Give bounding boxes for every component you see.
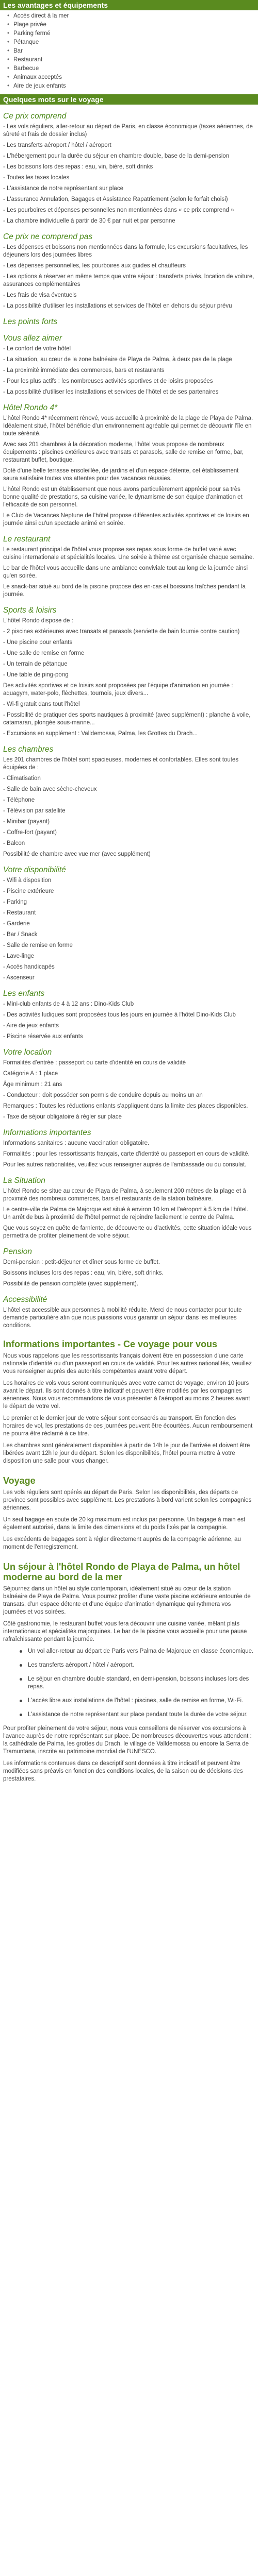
faq-paragraph: - Garderie (3, 921, 30, 927)
faq-section (3, 232, 255, 310)
faq-paragraph: - Coffre-fort (payant) (3, 829, 57, 836)
faq-paragraph: Des activités sportives et de loisirs sont proposées par l'équipe d'animation en journée : aquagym, water-polo, fléchettes, tournois, jeux divers... (3, 683, 233, 697)
info-paragraph: Les chambres sont généralement disponibles à partir de 14h le jour de l'arrivée et doivent être libérées avant 12h le jour du départ. Selon les disponibilités, l'hôtel pourra mettre à votre disposition une salle pour vous changer. (3, 1443, 250, 1464)
faq-paragraph: - Un terrain de pétanque (3, 661, 68, 667)
faq-paragraph: - Salle de remise en forme (3, 942, 73, 948)
faq-section (3, 1128, 255, 1169)
faq-paragraph: Demi-pension : petit-déjeuner et dîner sous forme de buffet. (3, 1259, 160, 1265)
faq-paragraph: - Toutes les taxes locales (3, 175, 70, 181)
amenity-item: • Animaux acceptés (7, 74, 258, 81)
amenity-item: • Barbecue (7, 65, 258, 73)
faq-paragraph: - Le confort de votre hôtel (3, 346, 71, 352)
info-paragraph: Nous vous rappelons que les ressortissants français doivent être en possession d'une carte nationale d'identité ou d'un passeport en cours de validité. Pour les autres nationalités, veuillez vous renseigner auprès des autorités compétentes avant votre départ. (3, 1353, 252, 1375)
faq-paragraph: - Conducteur : doit posséder son permis de conduire depuis au moins un an (3, 1092, 203, 1098)
faq-paragraph: - Minibar (payant) (3, 819, 50, 825)
amenity-item: • Aire de jeux enfants (7, 82, 258, 90)
sejour-bullets (3, 1648, 255, 1719)
voyage-paragraph: Les vols réguliers sont opérés au départ de Paris. Selon les disponibilités, des départs de province sont possibles avec supplément. Les prestations à bord varient selon les compagnies aériennes. (3, 1489, 252, 1511)
faq-paragraph: Doté d'une belle terrasse ensoleillée, de jardins et d'un espace détente, cet établissement saura satisfaire toutes vos attentes pour des vacances réussies. (3, 468, 239, 482)
voyage-paragraph: Les excédents de bagages sont à régler directement auprès de la compagnie aérienne, au moment de l'enregistrement. (3, 1536, 241, 1550)
faq-paragraph: Boissons incluses lors des repas : eau, vin, bière, soft drinks. (3, 1270, 164, 1276)
faq-section (3, 403, 255, 528)
faq-paragraph: - Les boissons lors des repas : eau, vin, bière, soft drinks (3, 164, 153, 170)
faq-paragraph: - Une piscine pour enfants (3, 639, 73, 646)
faq-paragraph: Informations sanitaires : aucune vaccination obligatoire. (3, 1140, 150, 1146)
faq-paragraph: - La possibilité d'utiliser les installations et services de l'hôtel et de ses partenaires (3, 389, 219, 395)
faq-paragraph: - Des activités ludiques sont proposées tous les jours en journée à l'hôtel Dino-Kids Club (3, 1012, 236, 1018)
faq-section (3, 1048, 255, 1121)
faq-paragraph: Âge minimum : 21 ans (3, 1081, 62, 1088)
faq-paragraph: L'hôtel est accessible aux personnes à mobilité réduite. Merci de nous contacter pour toute demande particulière afin que nous puissions vous garantir un séjour dans les meilleures conditions. (3, 1307, 242, 1329)
faq-section-title: Les enfants (3, 989, 45, 998)
sejour-bullet: L'assistance de notre représentant sur place pendant toute la durée de votre séjour. (20, 1711, 255, 1719)
faq-paragraph: Le centre-ville de Palma de Majorque est situé à environ 10 km et l'aéroport à 5 km de l'hôtel. Un arrêt de bus à proximité de l'hôtel permet de rejoindre facilement le centre de Palma. (3, 1207, 248, 1221)
faq-paragraph: - Balcon (3, 840, 25, 846)
info-heading: Informations importantes - Ce voyage pour vous (3, 1339, 218, 1349)
faq-paragraph: - Piscine réservée aux enfants (3, 1033, 83, 1040)
faq-paragraph: - Wi-fi gratuit dans tout l'hôtel (3, 701, 80, 707)
faq-paragraph: - 2 piscines extérieures avec transats et parasols (serviette de bain fournie contre caution) (3, 629, 240, 635)
faq-paragraph: L'hôtel Rondo 4* récemment rénové, vous accueille à proximité de la plage de Playa de Palma. Idéalement situé, l'hôtel bénéficie d'un environnement agréable qui permet de découvrir l'île en toute sérénité. (3, 415, 253, 437)
info-body (0, 1352, 258, 1465)
sejour-heading: Un séjour à l'hôtel Rondo de Playa de Palma, un hôtel moderne au bord de la mer (3, 1562, 240, 1582)
faq-paragraph: L'hôtel Rondo est un établissement que nous avons particulièrement apprécié pour sa très bonne qualité de prestations, sa cuisine variée, le dynamisme de son équipe d'animation et l'efficacité de son personnel. (3, 486, 243, 508)
amenities-list (0, 12, 258, 90)
sejour-bullet: Les transferts aéroport / hôtel / aéroport. (20, 1662, 255, 1669)
faq-section (3, 535, 255, 599)
faq-paragraph: - Mini-club enfants de 4 à 12 ans : Dino-Kids Club (3, 1001, 134, 1007)
faq-paragraph: - Téléphone (3, 797, 35, 803)
faq-paragraph: Le Club de Vacances Neptune de l'hôtel propose différentes activités sportives et de loisirs en journée ainsi qu'un spectacle animé en soirée. (3, 513, 249, 527)
faq-paragraph: Pour les autres nationalités, veuillez vous renseigner auprès de l'ambassade ou du consulat. (3, 1162, 247, 1168)
faq-paragraph: Avec ses 201 chambres à la décoration moderne, l'hôtel vous propose de nombreux équipements : piscines extérieures avec transats et parasols, salle de remise en forme, bar, restaurant buffet, boutique. (3, 442, 244, 463)
faq-section-title: Votre disponibilité (3, 866, 66, 874)
faq-paragraph: Remarques : Toutes les réductions enfants s'appliquent dans la limite des places disponibles. (3, 1103, 248, 1109)
faq-paragraph: - Piscine extérieure (3, 888, 54, 894)
faq-paragraph: - Ascenseur (3, 975, 35, 981)
info-paragraph: Le premier et le dernier jour de votre séjour sont consacrés au transport. En fonction des horaires de vol, les prestations de ces journées peuvent être écourtées. Aucun remboursement ne pourra être réclamé à ce titre. (3, 1415, 253, 1437)
faq-section-title: Vous allez aimer (3, 334, 62, 343)
sejour-paragraph: Séjournez dans un hôtel au style contemporain, idéalement situé au cœur de la station balnéaire de Playa de Palma. Vous pourrez profiter d'une vaste piscine extérieure entourée de transats, d'un espace détente et d'une équipe d'animation dynamique qui rythmera vos journées et vos soirées. (3, 1586, 251, 1615)
faq-paragraph: Le snack-bar situé au bord de la piscine propose des en-cas et boissons fraîches pendant la journée. (3, 584, 246, 598)
faq-paragraph: - L'assurance Annulation, Bagages et Assistance Rapatriement (selon le forfait choisi) (3, 196, 228, 202)
faq-section-title: Les points forts (3, 317, 58, 326)
faq-sections (0, 112, 258, 1330)
voyage-paragraph: Un seul bagage en soute de 20 kg maximum est inclus par personne. Un bagage à main est également autorisé, dans la limite des dimensions et du poids fixés par la compagnie. (3, 1517, 246, 1531)
faq-section (3, 606, 255, 738)
info-paragraph: Les horaires de vols vous seront communiqués avec votre carnet de voyage, environ 10 jours avant le départ. Ils sont donnés à titre indicatif et peuvent être modifiés par les compagnies aériennes. Nous vous recommandons de vous présenter à l'aéroport au moins 2 heures avant le départ de votre vol. (3, 1380, 250, 1410)
faq-paragraph: - Wifi à disposition (3, 877, 52, 884)
faq-paragraph: - Possibilité de pratiquer des sports nautiques à proximité (avec supplément) : planche à voile, catamaran, plongée sous-marine... (3, 712, 251, 726)
faq-section-title: Sports & loisirs (3, 606, 57, 615)
amenity-item: • Plage privée (7, 21, 258, 29)
faq-section-title: Le restaurant (3, 535, 51, 544)
faq-section-title: Informations importantes (3, 1128, 91, 1137)
faq-paragraph: - Salle de bain avec sèche-cheveux (3, 786, 97, 792)
faq-section-title: La Situation (3, 1176, 45, 1185)
faq-section (3, 112, 255, 225)
faq-section-title: Ce prix comprend (3, 112, 67, 121)
faq-section-title: Accessibilité (3, 1295, 47, 1304)
faq-paragraph: L'hôtel Rondo dispose de : (3, 618, 73, 624)
faq-paragraph: - La possibilité d'utiliser les installations et services de l'hôtel en dehors du séjour prévu (3, 303, 232, 309)
faq-section-title: Les chambres (3, 745, 54, 754)
faq-paragraph: - Les frais de visa éventuels (3, 292, 77, 298)
voyage-heading: Voyage (3, 1476, 36, 1486)
amenity-item: • Restaurant (7, 56, 258, 64)
faq-paragraph: - Aire de jeux enfants (3, 1023, 59, 1029)
faq-paragraph: - Pour les plus actifs : les nombreuses activités sportives et de loisirs proposées (3, 378, 213, 384)
faq-paragraph: - Accès handicapés (3, 964, 55, 970)
faq-section-title: Votre location (3, 1048, 52, 1057)
faq-paragraph: Le restaurant principal de l'hôtel vous propose ses repas sous forme de buffet varié avec cuisine internationale et spécialités locales. Une soirée à thème est organisée chaque semaine. (3, 547, 254, 561)
sejour-paragraph: Pour profiter pleinement de votre séjour, nous vous conseillons de réserver vos excursions à l'avance auprès de notre représentant sur place. De nombreuses découvertes vous attendent : la cathédrale de Palma, les grottes du Drach, le village de Valldemossa ou encore la Serra de Tramuntana, inscrite au patrimoine mondial de l'UNESCO. (3, 1725, 252, 1755)
amenities-title: Les avantages et équipements (0, 0, 258, 10)
amenity-item: • Pétanque (7, 39, 258, 46)
faq-section (3, 989, 255, 1041)
faq-paragraph: - Lave-linge (3, 953, 35, 959)
faq-paragraph: Formalités d'entrée : passeport ou carte d'identité en cours de validité (3, 1060, 186, 1066)
faq-paragraph: - Bar / Snack (3, 931, 38, 938)
faq-paragraph: - Les pourboires et dépenses personnelles non mentionnées dans « ce prix comprend » (3, 207, 234, 213)
faq-paragraph: - L'assistance de notre représentant sur place (3, 185, 123, 192)
faq-section (3, 317, 255, 327)
faq-paragraph: Catégorie A : 1 place (3, 1071, 58, 1077)
faq-section-title: Ce prix ne comprend pas (3, 232, 93, 241)
faq-paragraph: - Excursions en supplément : Valldemossa, Palma, les Grottes du Drach... (3, 731, 198, 737)
faq-section-title: Hôtel Rondo 4* (3, 403, 58, 412)
faq-paragraph: - Les vols réguliers, aller-retour au départ de Paris, en classe économique (taxes aériennes, de sûreté et frais de dossier inclus) (3, 124, 253, 138)
faq-paragraph: Possibilité de chambre avec vue mer (avec supplément) (3, 851, 151, 857)
faq-paragraph: Que vous soyez en quête de farniente, de découverte ou d'activités, cette situation idéale vous permettra de profiter pleinement de votre séjour. (3, 1225, 252, 1239)
faq-paragraph: - La situation, au cœur de la zone balnéaire de Playa de Palma, à deux pas de la plage (3, 357, 232, 363)
faq-paragraph: Possibilité de pension complète (avec supplément). (3, 1281, 139, 1287)
faq-paragraph: - Climatisation (3, 775, 41, 782)
faq-paragraph: - L'hébergement pour la durée du séjour en chambre double, base de la demi-pension (3, 153, 230, 159)
sejour-bullet: Le séjour en chambre double standard, en demi-pension, boissons incluses lors des repas. (20, 1675, 255, 1691)
faq-paragraph: - Les dépenses et boissons non mentionnées dans la formule, les excursions facultatives, les déjeuners lors des journées libres (3, 244, 248, 258)
faq-paragraph: - Télévision par satellite (3, 808, 66, 814)
faq-section (3, 1247, 255, 1288)
sejour-bullet: Un vol aller-retour au départ de Paris vers Palma de Majorque en classe économique. (20, 1648, 255, 1655)
faq-section (3, 745, 255, 858)
faq-paragraph: - La chambre individuelle à partir de 30 € par nuit et par personne (3, 218, 175, 224)
faq-section (3, 866, 255, 982)
faq-paragraph: - Les dépenses personnelles, les pourboires aux guides et chauffeurs (3, 263, 186, 269)
faq-paragraph: - Parking (3, 899, 27, 905)
faq-paragraph: Le bar de l'hôtel vous accueille dans une ambiance conviviale tout au long de la journée ainsi qu'en soirée. (3, 565, 248, 579)
amenity-item: • Accès direct à la mer (7, 12, 258, 20)
faq-section (3, 334, 255, 396)
faq-paragraph: - Une salle de remise en forme (3, 650, 85, 656)
faq-paragraph: - Une table de ping-pong (3, 672, 69, 678)
faq-paragraph: - Taxe de séjour obligatoire à régler sur place (3, 1114, 122, 1120)
amenity-item: • Bar (7, 47, 258, 55)
faq-paragraph: - La proximité immédiate des commerces, bars et restaurants (3, 367, 165, 374)
sejour-body (0, 1585, 258, 1783)
sejour-paragraph: Les informations contenues dans ce descriptif sont données à titre indicatif et peuvent être modifiées sans préavis en fonction des conditions locales, de la saison ou de décisions des prestataires. (3, 1760, 243, 1782)
faq-paragraph: - Les options à réserver en même temps que votre séjour : transferts privés, location de voiture, assurances complémentaires (3, 274, 254, 287)
faq-paragraph: - Restaurant (3, 910, 36, 916)
faq-paragraph: - Les transferts aéroport / hôtel / aéroport (3, 142, 111, 148)
faq-section (3, 1176, 255, 1240)
amenity-item: • Parking fermé (7, 30, 258, 38)
faq-paragraph: L'hôtel Rondo se situe au cœur de Playa de Palma, à seulement 200 mètres de la plage et à proximité des nombreux commerces, bars et restaurants de la station balnéaire. (3, 1188, 246, 1202)
faq-heading: Quelques mots sur le voyage (0, 94, 258, 105)
sejour-paragraph: Côté gastronomie, le restaurant buffet vous fera découvrir une cuisine variée, mêlant plats internationaux et spécialités majorquines. Le bar de la piscine vous accueille pour une pause rafraîchissante pendant la journée. (3, 1621, 247, 1642)
sejour-bullet: L'accès libre aux installations de l'hôtel : piscines, salle de remise en forme, Wi-Fi. (20, 1697, 255, 1705)
voyage-body (0, 1489, 258, 1551)
faq-section-title: Pension (3, 1247, 33, 1256)
faq-paragraph: Formalités : pour les ressortissants français, carte d'identité ou passeport en cours de validité. (3, 1151, 250, 1157)
faq-paragraph: Les 201 chambres de l'hôtel sont spacieuses, modernes et confortables. Elles sont toutes équipées de : (3, 757, 239, 771)
faq-section (3, 1295, 255, 1330)
